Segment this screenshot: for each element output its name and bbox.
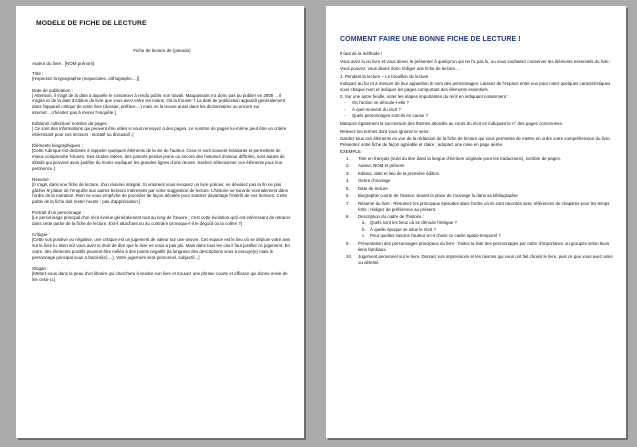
step-list [340, 156, 614, 266]
substep-letter: c. [362, 233, 366, 239]
step-item [340, 193, 614, 199]
question-list [340, 100, 614, 119]
section-text: [ Attention, il s'agit de la date à laquelle le romancier à rendu public son travail. Maupassant n'a donc pas pu publier en 2008 ... il s'agira ici de la date d'édition du livre que vous avez entre les mains. Où la trouver ? La date de publication apparaît généralement dans l'appareil critique de votre livre (dossier, préface....) mais on la trouve aussi dans les dictionnaires ou encore sur internet....n'hésitez pas à mener l'enquête.] [32, 92, 286, 115]
question-item: - À quel moment du récit ? [340, 107, 614, 113]
substep-text: Quels sont les lieux où se déroule l'intrigue ? [370, 220, 457, 226]
substep-text: Pour quelles raisons l'auteur a-t-il choisi ce cadre spatio-temporel ? [370, 233, 501, 239]
step-number: 2. [346, 163, 350, 169]
substep-item [358, 233, 614, 239]
section-label: Critique : [32, 232, 51, 238]
step-text: Date de lecture [358, 185, 388, 191]
page-subtitle: Fiche de lecture de (pseudo) [133, 48, 191, 53]
section-label: Date de publication : [32, 87, 74, 93]
step-item [340, 171, 614, 177]
step-number: 6. [346, 193, 350, 199]
step-text: Description du cadre de l'histoire : [358, 214, 424, 220]
section-label: Slogan : [32, 265, 49, 271]
step-text: Titre en français (suivi du titre dans la langue d'écriture originale pour les traductions), nombre de pages. [358, 155, 561, 161]
substep-list [358, 220, 614, 239]
paragraph: 1. Pendant la lecture – Le brouillon de lecture [340, 73, 429, 79]
substep-letter: a. [362, 220, 366, 226]
step-item [340, 186, 614, 192]
step-item [340, 241, 614, 253]
paragraph: 2. Sur une autre feuille, noter les étapes importantes du récit en indiquant notamment : [340, 94, 509, 100]
step-item [340, 214, 614, 239]
section-text: [Cette soit positive ou négative, une critique est un jugement de valeur sur une œuvre. Cet espace est le lieu où se déploie votre avis sur le livre lu. Bien sûr vous avez le droit de dire que le livre ne vous a pas plu. Mais dans tous les cas il faut justifier ce jugement. En outre, des éléments positifs peuvent être mêlés à des points négatifs (la longueur des descriptions vous a ennuyé(e) mais le personnage principal vous a fasciné(e)....). Votre jugement sera personnel, subjectif...] [32, 237, 291, 260]
substep-letter: b. [362, 226, 366, 232]
after-block [340, 121, 614, 148]
step-item [340, 163, 614, 169]
page-right [326, 6, 626, 438]
section-list [32, 61, 292, 282]
paragraph: Vous pouvez, vous devez donc rédiger une fiche de lecture.... [340, 66, 460, 71]
step-text: Présentation des personnages principaux du livre : Faites la liste des personnages par ordre d'importance ou groupés selon leurs liens familiaux. [358, 241, 610, 252]
paragraph: Indiquez au fur et à mesure de leur apparition le nom des personnages. Laissez de l'espace entre eux pour noter quelques caractéristiques sous chaque nom et indiquer les pages comportant des éléments essentiels. [340, 81, 611, 92]
step-number: 4. [346, 178, 350, 184]
section-text: [Le personnage principal d'un récit évolue généralement tout au long de l'œuvre ; c'est cette évolution qu'il est intéressant de retracer dans cette partie de la fiche de lecture. Est-il attachant ou au contraire provoque-t-il le dégoût ou la colère ?] [32, 215, 291, 227]
section-text: [Il s'agit, dans une fiche de lecture, d'un résumé intégral. Si vraiment vous évoquez un livre policier, ne dévoilez pas la fin ne pas gâcher le plaisir de l'enquête aux autres lecteurs intéressés par votre suggestion de lecture. L'histoire se raconte normalement dans l'ordre de la narration. Rien ne vous empêche de procéder de façon décalée pour susciter davantage l'intérêt de vos lecteurs. Cette partie de la fiche doit rester neutre : pas d'appréciation.] [32, 181, 288, 205]
paragraph: Marquez également la succession des thèmes abordés au cours du récit en indiquant le n° des pages concernées. [340, 121, 563, 127]
intro-block [340, 51, 614, 100]
page-title: COMMENT FAIRE UNE BONNE FICHE DE LECTURE ! [340, 36, 521, 43]
question-item: - Où l'action se déroule-t-elle ? [340, 100, 614, 106]
paragraph: Relevez les termes dont vous ignorez le sens. [340, 128, 430, 134]
step-text: Genre d'ouvrage [358, 178, 391, 184]
section-label: Portrait d'un personnage : [32, 210, 84, 216]
section-label: Éléments biographiques : [32, 143, 83, 149]
step-number: 5. [346, 185, 350, 191]
section-label: Résumé : [32, 176, 52, 182]
paragraph: Il faut de la méthode ! [340, 51, 383, 56]
example-heading: EXEMPLE [340, 148, 361, 154]
page-right-content [340, 36, 614, 268]
step-text: Jugement personnel sur le livre. Donnez vos impressions et les raisons qui vous ont fait choisir le livre, puis ce que vous avez aimé ou détesté. [358, 254, 613, 266]
section-label: Auteur du livre : [NOM prénom] [32, 61, 95, 66]
step-number: 8. [346, 214, 350, 220]
section-text: [ Ce sont des informations qui peuvent être utiles si vous renvoyez à des pages. Le nombre de pages lui-même peut être un critère intéressant pour vos lecteurs : incitatif ou dissuasif .] [32, 126, 287, 137]
step-number: 9. [346, 241, 350, 247]
step-item [340, 178, 614, 184]
step-number: 7. [346, 200, 350, 206]
section-label: Titre : [32, 71, 44, 77]
step-item [340, 201, 614, 213]
step-text: Résumé du livre : Résumez les principaux épisodes dans l'ordre où ils sont racontés avec références de chapitres pour les temps forts ; rédigez de préférence au présent. [358, 200, 610, 212]
paragraph: Gardez tous ces éléments en vue de la rédaction de la fiche de lecture qui vous permettra de mettre en ordre votre compréhension du livre. Présentez votre fiche de façon agréable et claire ; adoptez une mise en page aérée. [340, 136, 611, 148]
section-text: [Mettez-vous dans la peau d'un libraire qui cherchera à vendre son livre et trouvez une phrase courte et efficace qui donne envie de lire celui-ci.] [32, 270, 288, 282]
step-number: 10. [346, 254, 353, 260]
page-left-content [32, 20, 292, 282]
paragraph: Vous avez lu un livre et vous devez le présenter à quelqu'un qui ne l'a pas lu, ou vous souhaitez conserver les éléments essentiels du livre : [340, 58, 612, 64]
step-number: 3. [346, 170, 350, 176]
section-text: [Cette rubrique est destinée à rappeler quelques éléments de la vie de l'auteur. Ceux-ci sont souvent éclairants et permettent de mieux comprendre l'œuvre. Des études ratées, des parents perdus jeune ou encore des histoires d'amour difficiles, sont autant de détails qui peuvent avoir justifier du moins expliquer les grandes lignes d'une œuvre. Sachez sélectionner ces éléments pour leur pertinence.] [32, 148, 285, 171]
step-number: 1. [346, 155, 350, 161]
step-item [340, 254, 614, 266]
step-text: Editeur, date et lieu de la première édition [358, 170, 440, 176]
section-label: Editions/ collection/ nombre de pages : [32, 121, 110, 127]
question-item: - Quels personnages sont-ils en cause ? [340, 113, 614, 119]
section-text: [respectez la typographie (majuscules, orthographe....)] [32, 76, 140, 82]
page-left [16, 6, 304, 438]
page-title: MODELE DE FICHE DE LECTURE [36, 20, 147, 27]
step-item [340, 156, 614, 162]
substep-text: À quelle époque se situe le récit ? [370, 226, 436, 232]
step-text: Auteur, NOM et prénom [358, 163, 405, 169]
step-text: Biographie courte de l'auteur, situant la place de l'ouvrage lu dans sa bibliographie [358, 193, 518, 199]
